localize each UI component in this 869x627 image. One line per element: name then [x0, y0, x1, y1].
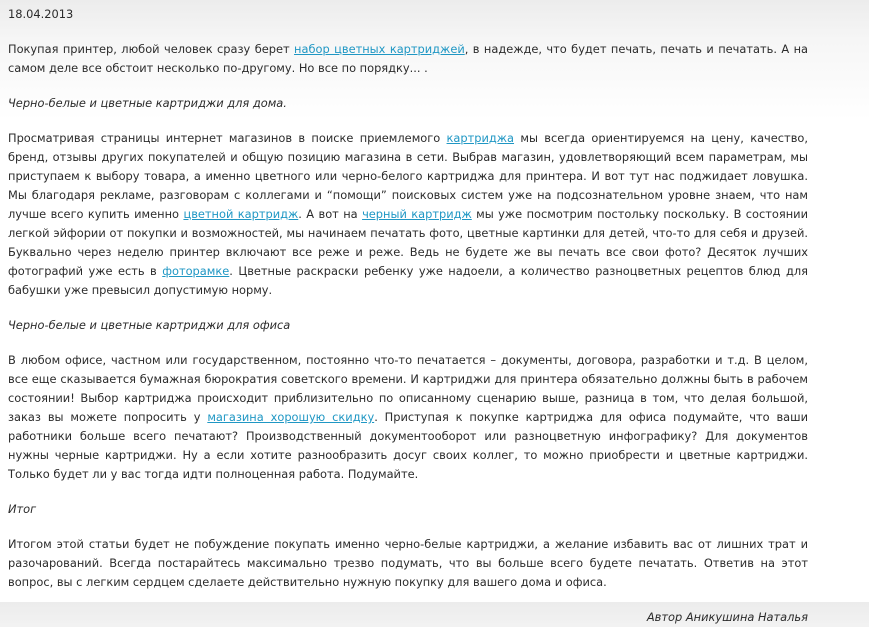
section-heading-summary: Итог	[8, 502, 37, 516]
text: . Цветные раскраски ребенку уже надоели, а количество разноцветных рецептов блюд для бабушки уже превысил допустимую норму.	[8, 264, 808, 297]
link-store-discount[interactable]: магазина хорошую скидку	[207, 410, 375, 424]
link-photo-frame[interactable]: фоторамке	[162, 264, 230, 278]
link-cartridge[interactable]: картриджа	[446, 131, 515, 145]
article	[8, 5, 808, 627]
post-date: 18.04.2013	[8, 7, 74, 21]
text: , в надежде, что будет печать, печать и печатать. А на самом деле все обстоит несколько по-другому. Но все по порядку... .	[8, 42, 809, 75]
text: . Приступая к покупке картриджа для офиса подумайте, что ваши работники больше всего печатают? Производственный документооборот или разноцветную инфографику? Для документов нужны черные картриджи. Ну а если хотите разнообразить досуг своих коллег, то можно приобрести и цветные картриджи. Только будет ли у вас тогда идти полноценная работа. Подумайте.	[8, 410, 808, 481]
text: . А вот на	[298, 207, 363, 221]
text: В любом офисе, частном или государственном, постоянно что-то печатается – документы, договора, разработки и т.д. В целом, все еще сказывается бумажная бюрократия советского времени. И картриджи для принтера обязательно должны быть в рабочем состоянии! Выбор картриджа происходит приблизительно по описанному сценарию выше, разница в том, что делая большой, заказ вы можете попросить у	[8, 353, 808, 424]
author-signature: Автор Аникушина Наталья	[646, 610, 808, 624]
section-heading-office: Черно-белые и цветные картриджи для офиса	[8, 318, 291, 332]
link-black-cartridge[interactable]: черный картридж	[362, 207, 472, 221]
text: мы уже посмотрим постольку поскольку. В состоянии легкой эйфории от покупки и возможностей, мы начинаем печатать фото, цветные картинки для детей, что-то для себя и друзей. Буквально через неделю принтер включают все реже и реже. Ведь не будете же вы печать все свои фото? Десяток лучших фотографий уже есть в	[8, 207, 808, 278]
home-paragraph	[8, 129, 808, 300]
section-heading-home: Черно-белые и цветные картриджи для дома.	[8, 96, 287, 110]
text: Просматривая страницы интернет магазинов в поиске приемлемого	[8, 131, 447, 145]
summary-paragraph: Итогом этой статьи будет не побуждение покупать именно черно-белые картриджи, а желание избавить вас от лишних трат и разочарований. Всегда постарайтесь максимально трезво подумать, что вы больше всего будете печатать. Ответив на этот вопрос, вы с легким сердцем сделаете действительно нужную покупку для вашего дома и офиса.	[8, 537, 808, 589]
link-color-cartridge[interactable]: цветной картридж	[183, 207, 299, 221]
link-color-cartridge-set[interactable]: набор цветных картриджей	[294, 42, 465, 56]
text: мы всегда ориентируемся на цену, качество, бренд, отзывы других покупателей и общую позицию магазина в сети. Выбрав магазин, удовлетворяющий всем параметрам, мы приступаем к выбору товара, а именно цветного или черно-белого картриджа для принтера. И вот тут нас поджидает ловушка. Мы благодаря рекламе, разговорам с коллегами и “помощи” поисковых систем уже на подсознательном уровне знаем, что нам лучше всего купить именно	[8, 131, 808, 221]
text: Покупая принтер, любой человек сразу берет	[8, 42, 295, 56]
intro-paragraph	[8, 40, 808, 78]
office-paragraph	[8, 351, 808, 484]
